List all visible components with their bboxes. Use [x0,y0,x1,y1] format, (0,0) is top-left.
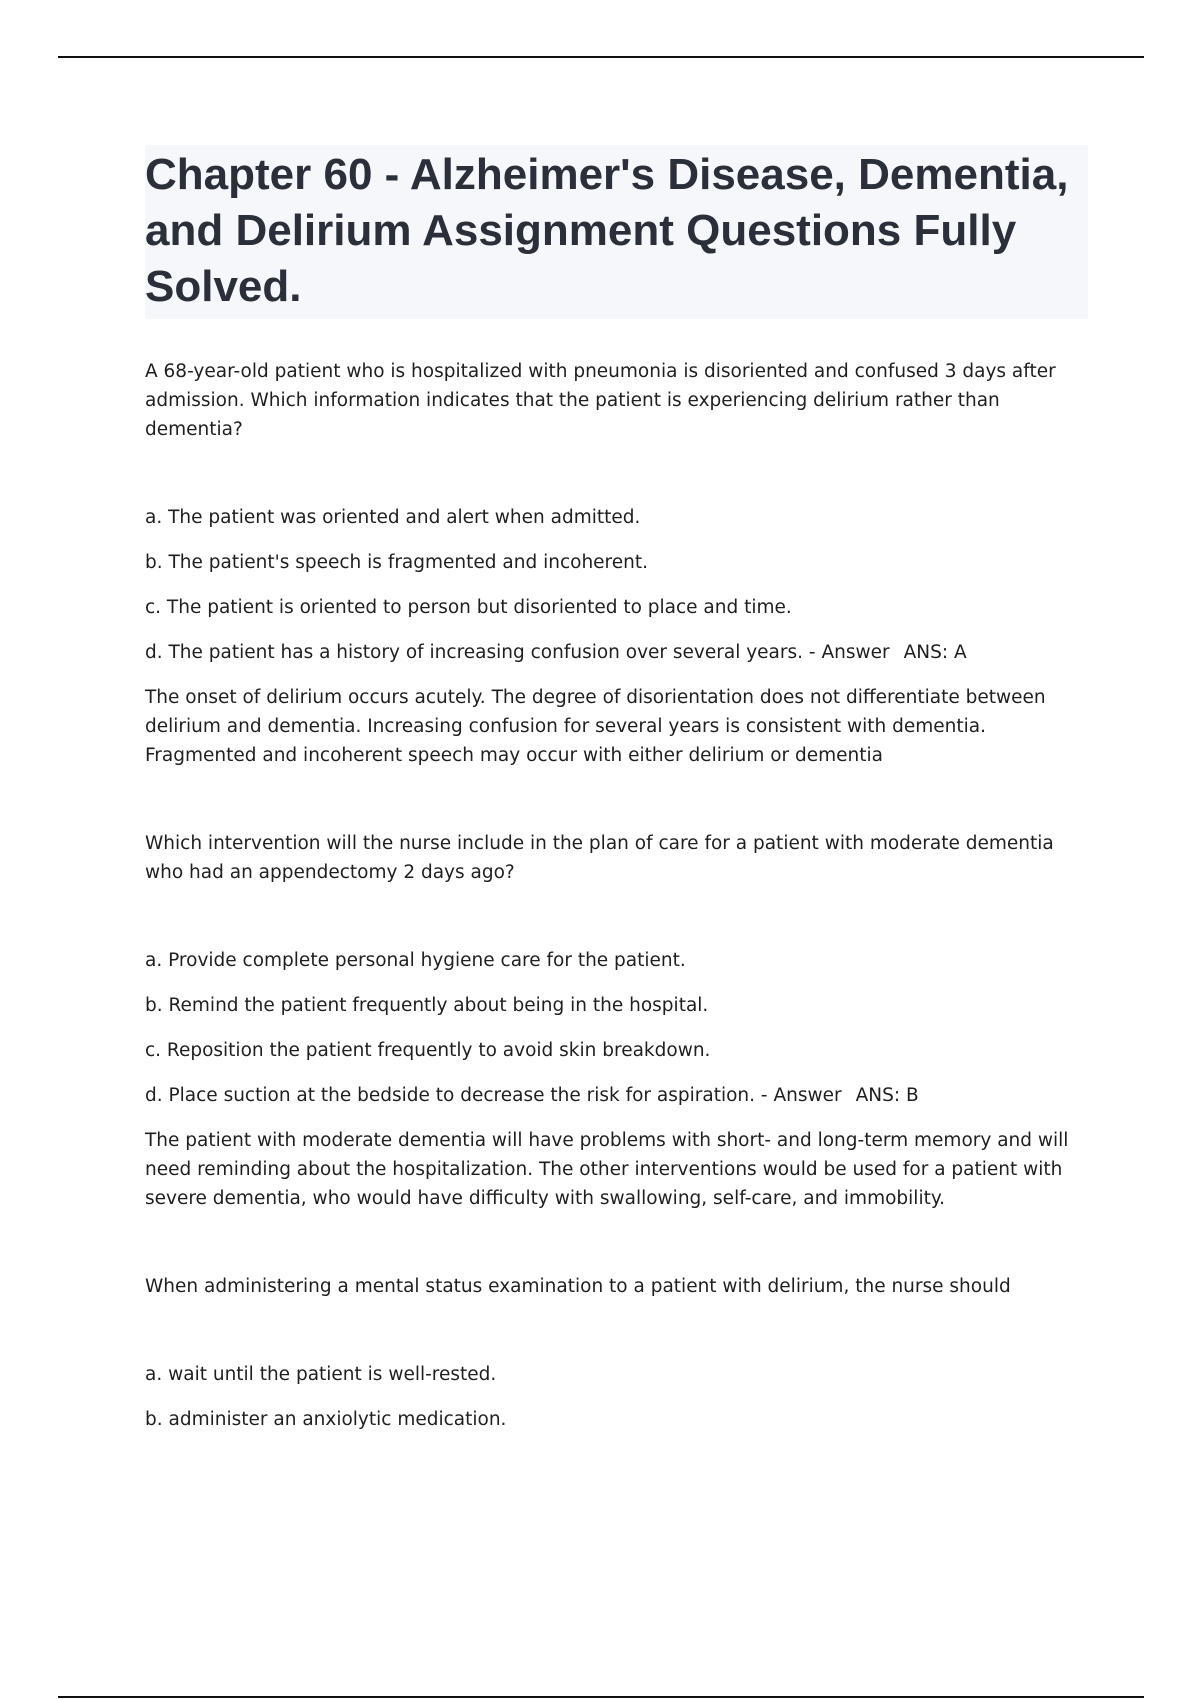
document-title: Chapter 60 - Alzheimer's Disease, Dementia, and Delirium Assignment Questions Fully Solved. [145,150,1069,311]
rationale-2: The patient with moderate dementia will have problems with short- and long-term memory and will need reminding about the hospitalization. The other interventions would be used for a patient with severe dementia, who would have difficulty with swallowing, self-care, and immobility. [145,1130,1069,1209]
option-1b: b. The patient's speech is fragmented and incoherent. [145,552,648,573]
option-1a: a. The patient was oriented and alert when admitted. [145,507,641,528]
option-1d [145,638,1088,667]
question-block-1 [145,357,1088,770]
option-2b: b. Remind the patient frequently about being in the hospital. [145,995,709,1016]
option-1c: c. The patient is oriented to person but disoriented to place and time. [145,597,792,618]
question-stem-1: A 68-year-old patient who is hospitalized with pneumonia is disoriented and confused 3 days after admission. Which information indicates that the patient is experiencing delirium rather than dementia? [145,361,1056,440]
question-block-3 [145,1272,1088,1434]
top-rule [58,56,1144,58]
question-stem-3: When administering a mental status examination to a patient with delirium, the nurse should [145,1276,1011,1297]
option-2a: a. Provide complete personal hygiene care for the patient. [145,950,686,971]
option-2d-text: d. Place suction at the bedside to decrease the risk for aspiration. - Answer [145,1085,842,1106]
answer-1: ANS: A [903,642,967,663]
option-2d [145,1081,1088,1110]
title-box [145,145,1088,319]
option-2c: c. Reposition the patient frequently to avoid skin breakdown. [145,1040,711,1061]
answer-2: ANS: B [855,1085,919,1106]
option-3b: b. administer an anxiolytic medication. [145,1409,507,1430]
question-block-2 [145,829,1088,1213]
option-3a: a. wait until the patient is well-rested. [145,1364,497,1385]
rationale-1: The onset of delirium occurs acutely. The degree of disorientation does not differentiate between delirium and dementia. Increasing confusion for several years is consistent with dementia. Fragmented and incoherent speech may occur with either delirium or dementia [145,687,1046,766]
question-stem-2: Which intervention will the nurse include in the plan of care for a patient with moderate dementia who had an appendectomy 2 days ago? [145,833,1054,883]
bottom-rule [58,1696,1144,1698]
option-1d-text: d. The patient has a history of increasing confusion over several years. - Answer [145,642,890,663]
document-body [145,145,1088,1450]
